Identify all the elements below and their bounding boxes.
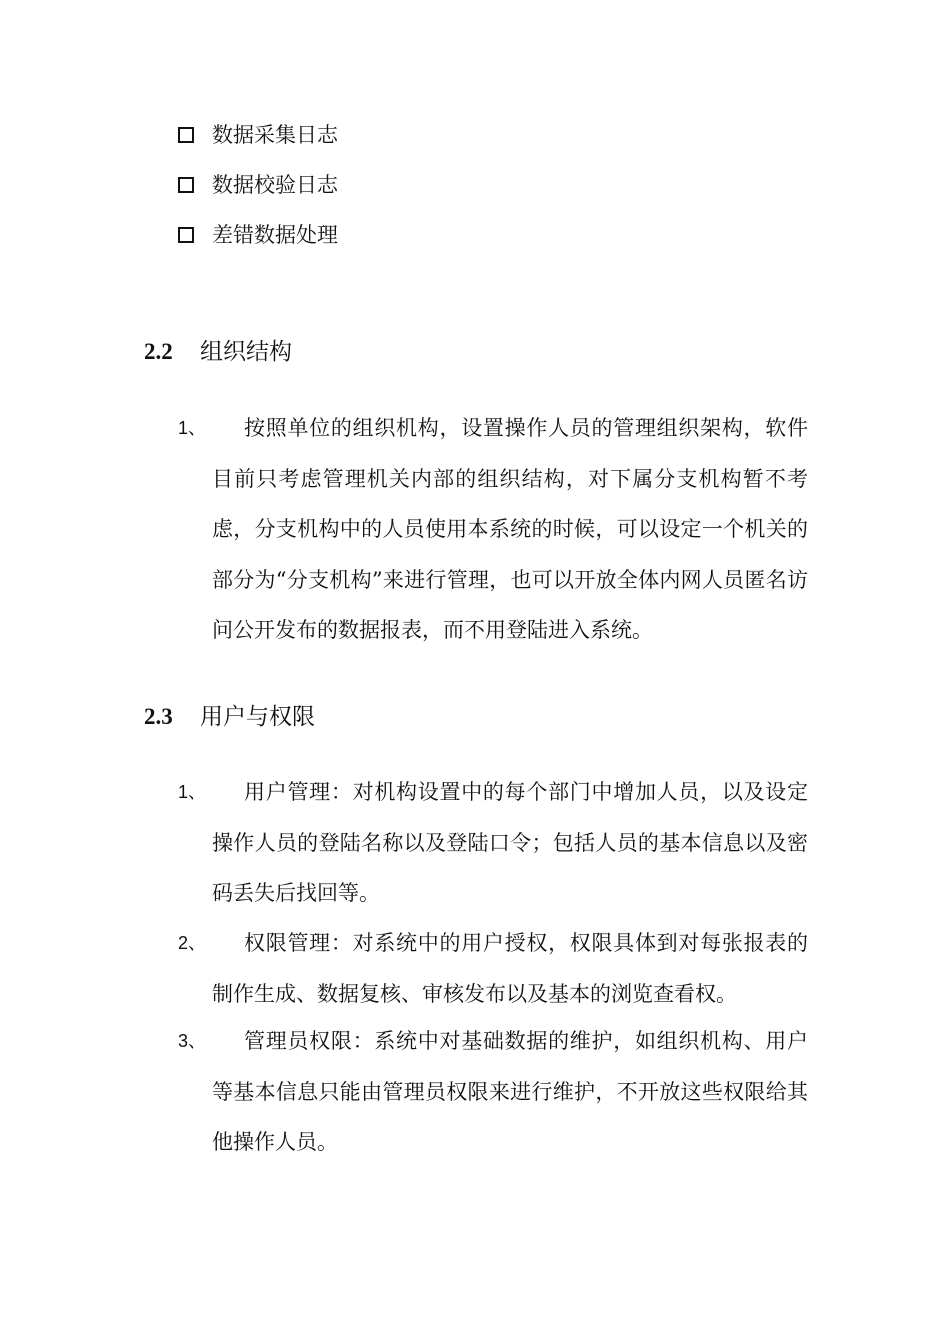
bullet-item	[178, 110, 778, 160]
numbered-paragraph	[178, 767, 808, 922]
bullet-item	[178, 160, 778, 210]
bullet-text: 数据采集日志	[212, 123, 338, 147]
list-marker: 1、	[178, 418, 207, 438]
list-marker: 3、	[178, 1031, 207, 1051]
checkbox-bullet-icon	[178, 127, 194, 143]
section-heading-2-3	[144, 697, 315, 737]
bullet-text: 数据校验日志	[212, 173, 338, 197]
paragraph-text: 按照单位的组织机构，设置操作人员的管理组织架构，软件目前只考虑管理机关内部的组织结构，对下属分支机构暂不考虑，分支机构中的人员使用本系统的时候，可以设定一个机关的部分为“分支机构”来进行管理，也可以开放全体内网人员匿名访问公开发布的数据报表，而不用登陆进入系统。	[212, 416, 808, 642]
paragraph-text: 管理员权限：系统中对基础数据的维护，如组织机构、用户等基本信息只能由管理员权限来进行维护，不开放这些权限给其他操作人员。	[212, 1029, 808, 1154]
numbered-paragraph	[178, 403, 808, 663]
list-marker: 1、	[178, 782, 207, 802]
section-title: 组织结构	[200, 339, 292, 365]
numbered-paragraph	[178, 1016, 808, 1171]
section-number: 2.3	[144, 704, 173, 729]
bullet-item	[178, 210, 778, 260]
section-number: 2.2	[144, 339, 173, 364]
section-title: 用户与权限	[200, 704, 315, 730]
section-heading-2-2	[144, 332, 292, 372]
numbered-paragraph	[178, 918, 808, 1023]
checkbox-bullet-icon	[178, 177, 194, 193]
paragraph-text: 权限管理：对系统中的用户授权，权限具体到对每张报表的制作生成、数据复核、审核发布以及基本的浏览查看权。	[212, 931, 808, 1006]
checkbox-bullet-icon	[178, 227, 194, 243]
paragraph-text: 用户管理：对机构设置中的每个部门中增加人员，以及设定操作人员的登陆名称以及登陆口令；包括人员的基本信息以及密码丢失后找回等。	[212, 780, 808, 905]
log-bullet-list	[178, 110, 778, 260]
list-marker: 2、	[178, 933, 207, 953]
bullet-text: 差错数据处理	[212, 223, 338, 247]
